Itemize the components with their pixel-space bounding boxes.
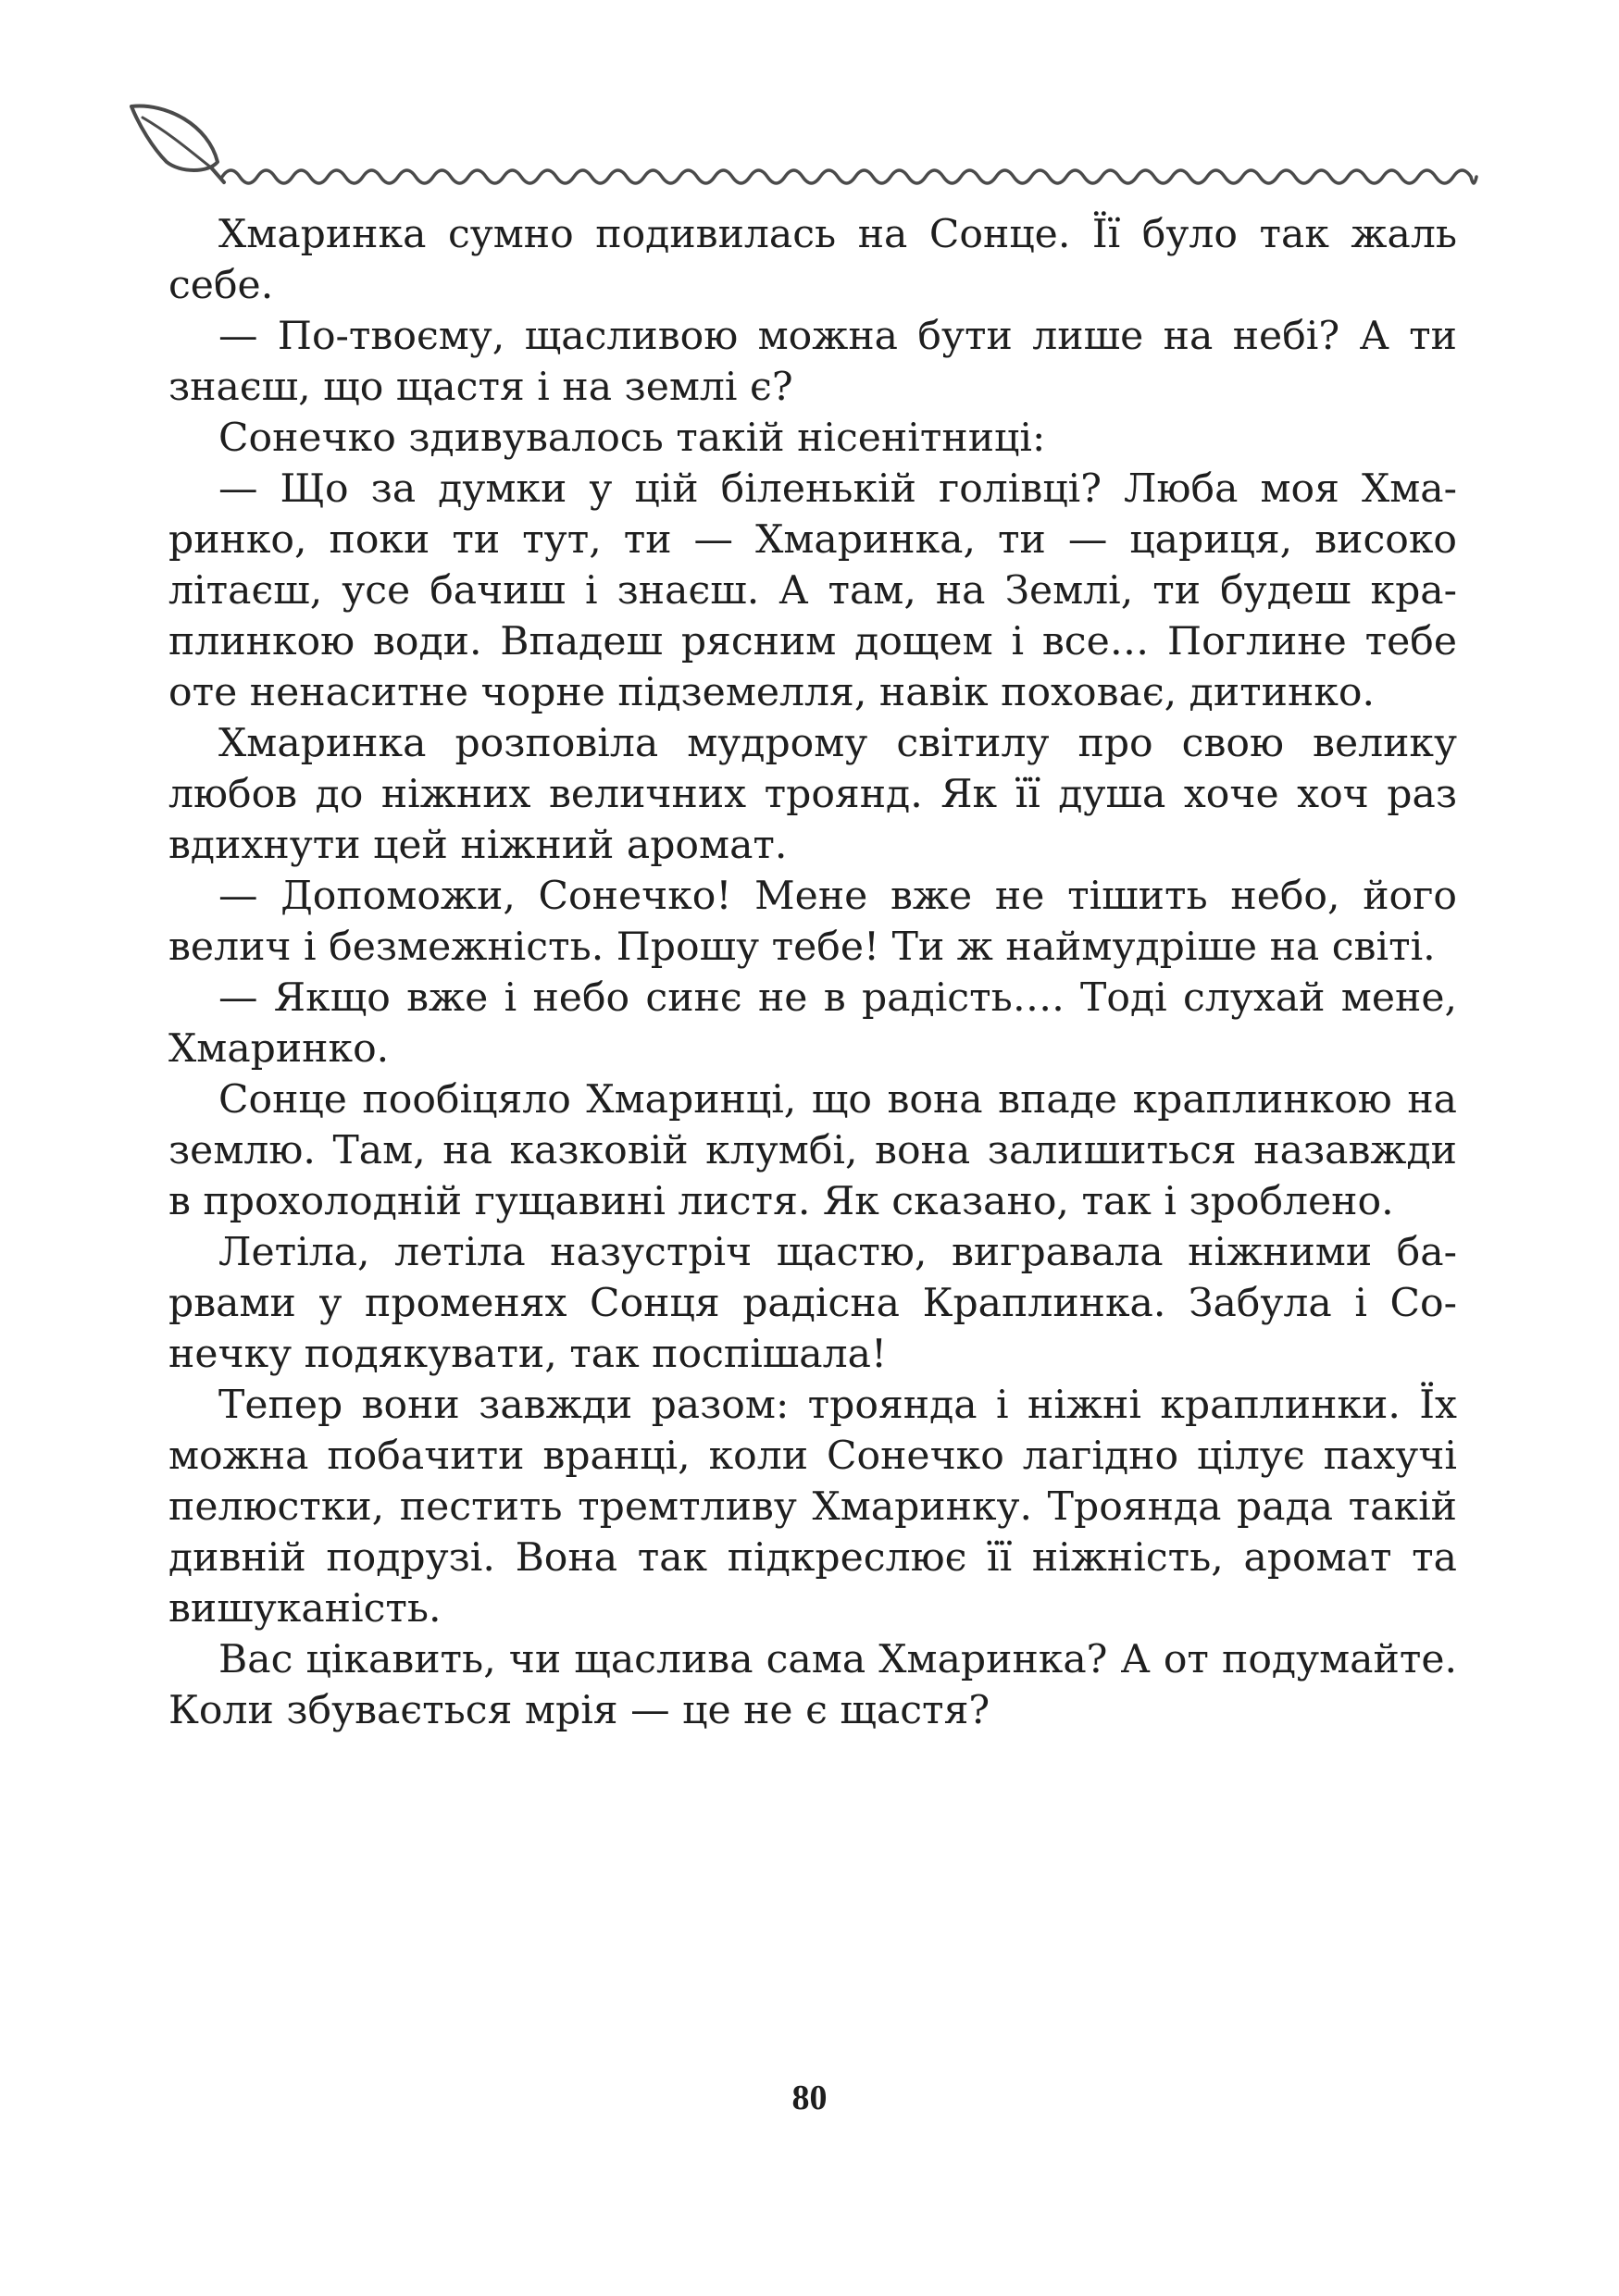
quill-feather-icon xyxy=(130,97,1481,190)
paragraph: Сонечко здивувалось такій нісенітниці: xyxy=(218,416,1046,461)
paragraph: — Якщо вже і небо синє не в радість…. Тоді слухай мене, Хмаринко. xyxy=(168,975,1457,1072)
wavy-divider-line xyxy=(222,170,1476,183)
paragraph: Вас цікавить, чи щаслива сама Хмаринка? А от подумайте. Коли збувається мрія — це не є щастя? xyxy=(168,1637,1457,1733)
header-ornament xyxy=(130,97,1481,190)
paragraph: Хмаринка розповіла мудрому світилу про свою велику любов до ніжних величних троянд. Як її душа хоче хоч раз вдихнути цей ніжний аромат. xyxy=(168,721,1457,868)
paragraph: Сонце пообіцяло Хмаринці, що вона впаде краплинкою на землю. Там, на казковій клумбі, вона залишиться назавжди в прохолодній гущавині листя. Як сказано, так і зроблено. xyxy=(168,1077,1457,1224)
story-text xyxy=(168,209,1457,1736)
paragraph: Летіла, летіла назустріч щастю, вигравала ніжними барвами у променях Сонця радісна Краплинка. Забула і Сонечку подякувати, так поспішала! xyxy=(168,1230,1457,1377)
paragraph: — По-твоєму, щасливою можна бути лише на небі? А ти знаєш, що щастя і на землі є? xyxy=(168,314,1457,410)
paragraph: Хмаринка сумно подивилась на Сонце. Її було так жаль себе. xyxy=(168,212,1457,308)
paragraph: Тепер вони завжди разом: троянда і ніжні краплинки. Їх можна побачити вранці, коли Сонечко лагідно цілує пахучі пелюстки, пестить тремтливу Хмаринку. Троянда рада такій дивній подрузі. Вона так підкреслює її ніжність, аромат та вишуканість. xyxy=(168,1383,1457,1632)
paragraph: — Допоможи, Сонечко! Мене вже не тішить небо, його велич і безмежність. Прошу тебе! Ти ж наймудріше на світі. xyxy=(168,874,1457,970)
page-number: 80 xyxy=(791,2079,828,2117)
paragraph: — Що за думки у цій біленькій голівці? Люба моя Хмаринко, поки ти тут, ти — Хмаринка, ти — цариця, високо літаєш, усе бачиш і знаєш. А там, на Землі, ти будеш краплинкою води. Впадеш рясним дощем і все… Поглине тебе оте ненаситне чорне підземелля, навік поховає, дитинко. xyxy=(168,466,1457,715)
